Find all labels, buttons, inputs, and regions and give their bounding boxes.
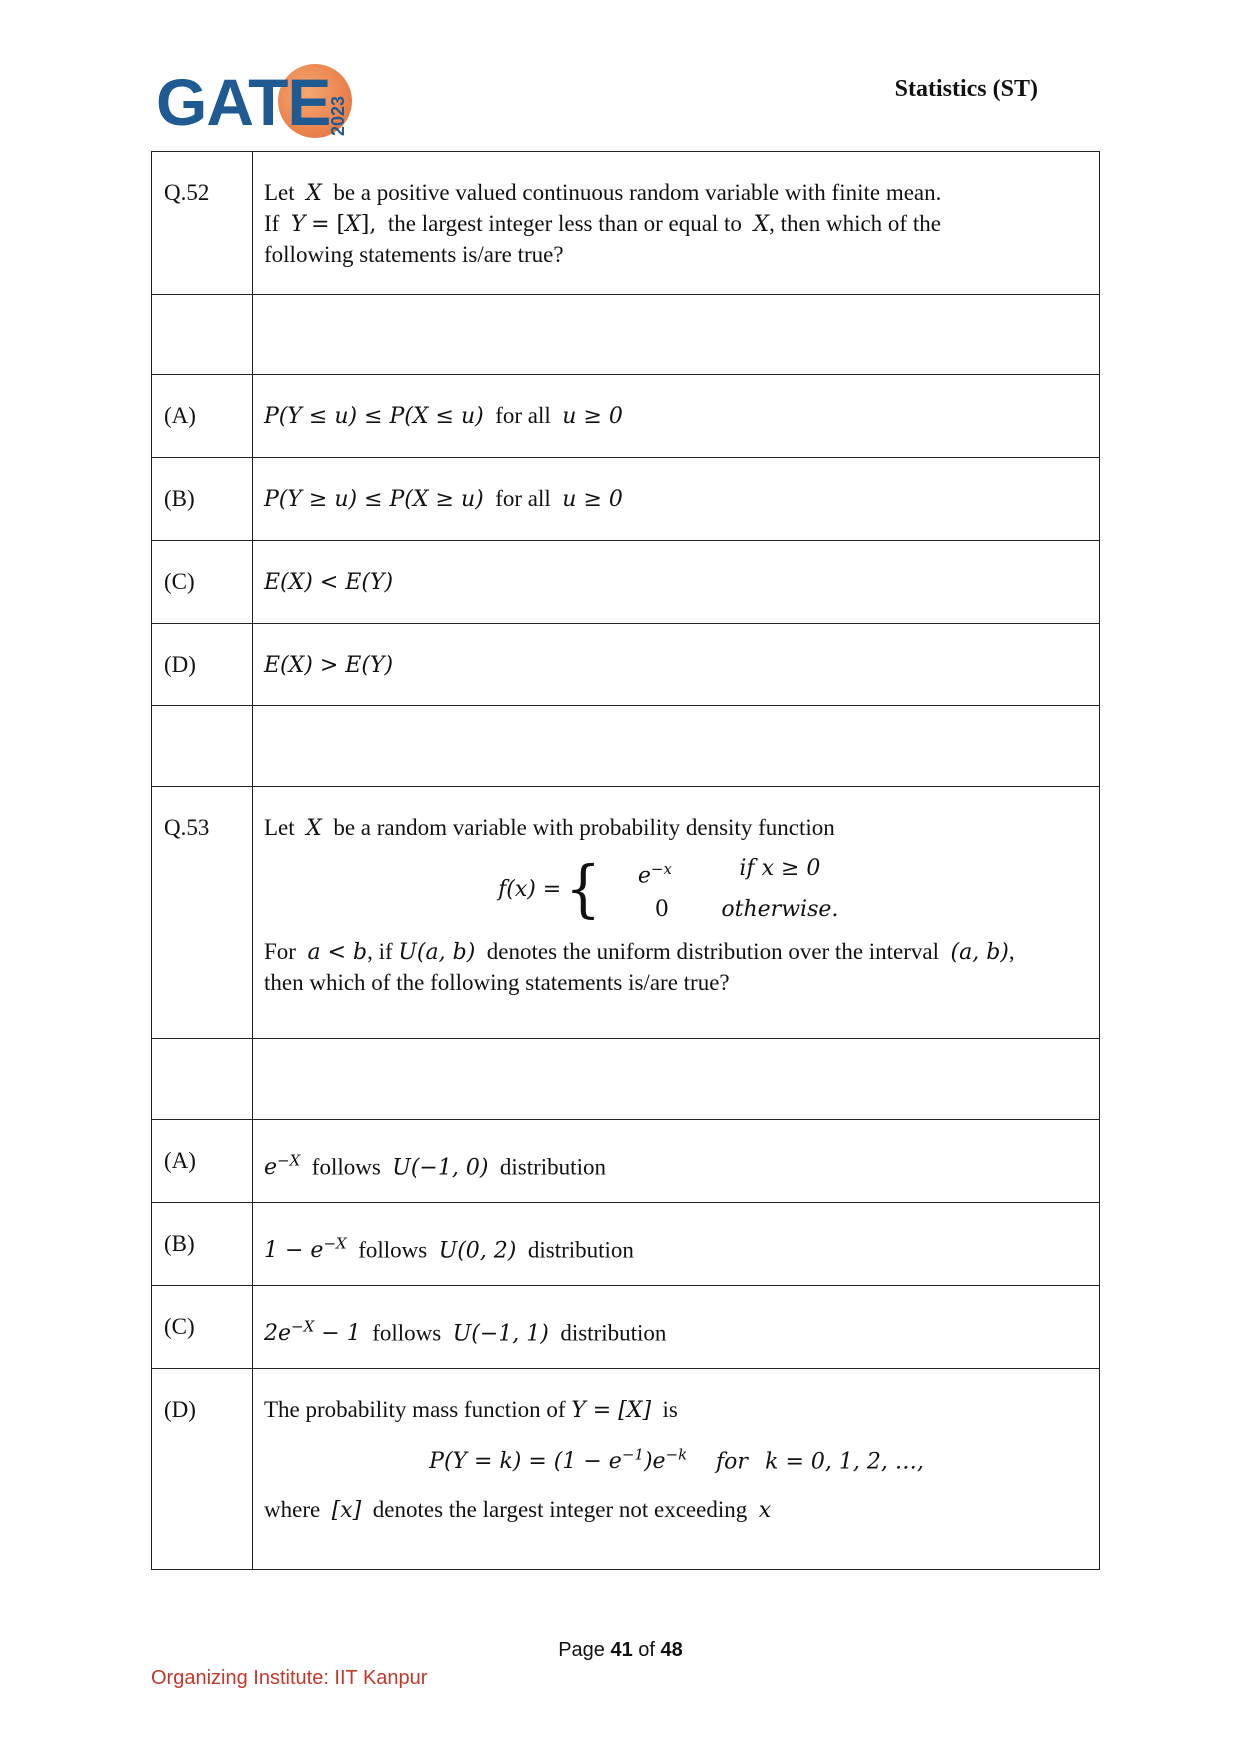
option-text: $e^{-X}$ follows U(−1, 0) distribution xyxy=(253,1120,1100,1203)
question-number: Q.52 xyxy=(152,152,253,295)
option-row xyxy=(152,458,1100,541)
question-row xyxy=(152,152,1100,295)
option-label: (D) xyxy=(152,624,253,706)
question-row xyxy=(152,787,1100,1039)
option-label: (A) xyxy=(152,375,253,458)
question-text: Let X be a random variable with probability density function f(x) = { $e^{-x}$ if x ≥ 0 0 otherwise. For a < b, if U(a, b) denotes the uniform distribution over the interval (a, b), then which of the following statements is/are true? xyxy=(253,787,1100,1039)
blank-row xyxy=(152,706,1100,787)
option-row xyxy=(152,375,1100,458)
question-number: Q.53 xyxy=(152,787,253,1039)
pmf-formula: $P(Y = k) = (1 - e^{-1})e^{-k}$ for k = 0, 1, 2, …, xyxy=(429,1446,924,1475)
option-text: $1 - e^{-X}$ follows U(0, 2) distribution xyxy=(253,1203,1100,1286)
option-label: (D) xyxy=(152,1369,253,1570)
pdf-formula: f(x) = { $e^{-x}$ if x ≥ 0 0 otherwise. xyxy=(498,853,839,925)
option-row xyxy=(152,1286,1100,1369)
page-number: Page 41 of 48 xyxy=(558,1639,683,1661)
logo-year: 2023 xyxy=(328,95,348,136)
option-text: The probability mass function of Y = [X] is $P(Y = k) = (1 - e^{-1})e^{-k}$ for k = 0, 1, 2, …, where [x] denotes the largest integer not exceeding x xyxy=(253,1369,1100,1570)
blank-row xyxy=(152,295,1100,375)
gate-logo xyxy=(156,60,356,144)
option-label: (B) xyxy=(152,458,253,541)
blank-row xyxy=(152,1039,1100,1120)
option-text: P(Y ≤ u) ≤ P(X ≤ u) for all u ≥ 0 xyxy=(253,375,1100,458)
option-row xyxy=(152,1120,1100,1203)
option-row xyxy=(152,541,1100,624)
option-row xyxy=(152,1203,1100,1286)
organizing-institute: Organizing Institute: IIT Kanpur xyxy=(151,1667,428,1689)
option-text: $2e^{-X} - 1$ follows U(−1, 1) distribution xyxy=(253,1286,1100,1369)
option-label: (B) xyxy=(152,1203,253,1286)
question-text: Let X be a positive valued continuous random variable with finite mean. If Y = [X], the largest integer less than or equal to X, then which of the following statements is/are true? xyxy=(253,152,1100,295)
option-text: E(X) < E(Y) xyxy=(253,541,1100,624)
subject-title: Statistics (ST) xyxy=(894,76,1038,102)
option-label: (C) xyxy=(152,1286,253,1369)
option-text: E(X) > E(Y) xyxy=(253,624,1100,706)
option-label: (C) xyxy=(152,541,253,624)
question-table xyxy=(151,151,1100,1570)
option-row xyxy=(152,624,1100,706)
option-label: (A) xyxy=(152,1120,253,1203)
option-row xyxy=(152,1369,1100,1570)
logo-text: GATE xyxy=(156,65,331,139)
option-text: P(Y ≥ u) ≤ P(X ≥ u) for all u ≥ 0 xyxy=(253,458,1100,541)
